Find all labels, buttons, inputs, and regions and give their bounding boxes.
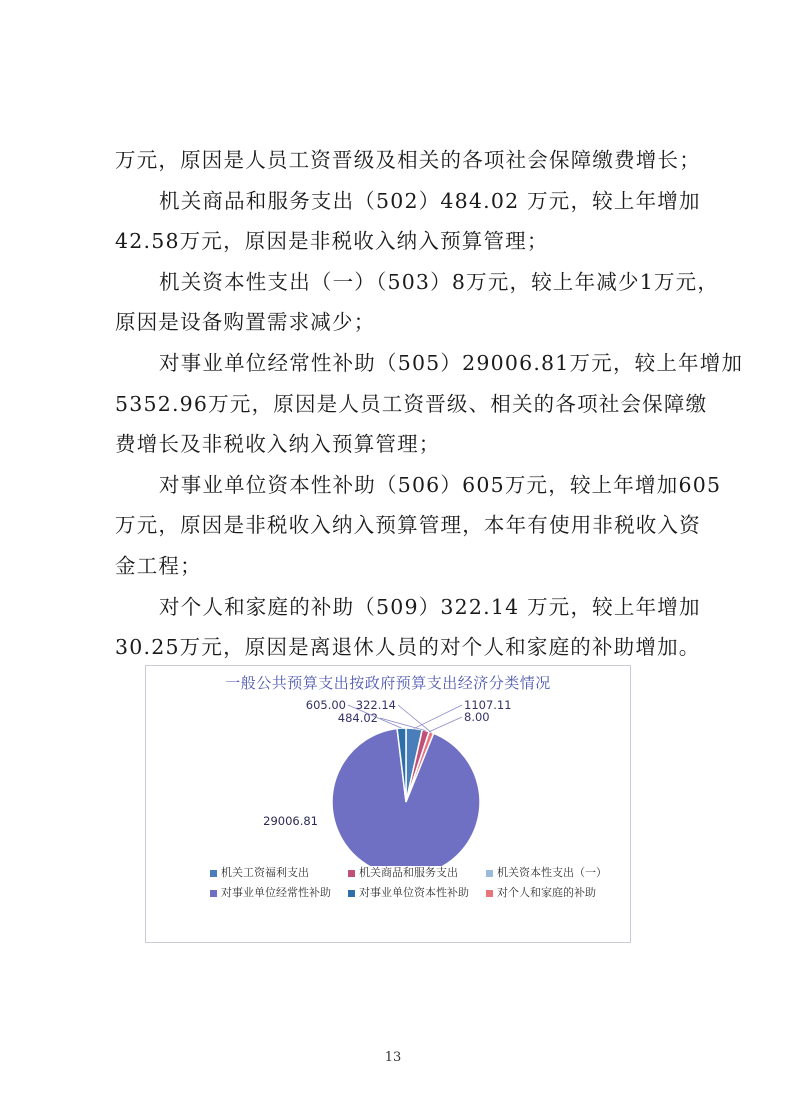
legend-swatch — [486, 890, 493, 897]
text-line: 对事业单位经常性补助（505）29006.81万元，较上年增加 — [159, 350, 744, 375]
data-label: 322.14 — [355, 698, 396, 712]
legend-label: 对事业单位经常性补助 — [221, 886, 331, 899]
text-line: 5352.96万元，原因是人员工资晋级、相关的各项社会保障缴 — [115, 391, 708, 416]
pie-chart-panel — [145, 665, 631, 943]
text-line: 金工程； — [115, 553, 202, 578]
legend-item — [486, 884, 596, 900]
legend-item — [486, 864, 607, 880]
text-line: 30.25万元，原因是离退休人员的对个人和家庭的补助增加。 — [115, 635, 701, 660]
data-label: 1107.11 — [464, 698, 512, 712]
text-line: 机关资本性支出（一）（503）8万元，较上年减少1万元， — [159, 269, 720, 294]
pie-chart — [146, 666, 630, 866]
page-number: 13 — [384, 1050, 402, 1065]
legend-swatch — [348, 890, 355, 897]
legend-label: 对个人和家庭的补助 — [497, 886, 596, 899]
text-line: 原因是设备购置需求减少； — [115, 310, 376, 335]
legend-label: 机关工资福利支出 — [221, 866, 309, 879]
text-line: 费增长及非税收入纳入预算管理； — [115, 432, 441, 457]
text-line: 万元，原因是非税收入纳入预算管理，本年有使用非税收入资 — [115, 513, 701, 538]
text-line: 机关商品和服务支出（502）484.02 万元，较上年增加 — [159, 188, 701, 213]
legend-item — [348, 884, 469, 900]
legend-swatch — [210, 870, 217, 877]
text-line: 对事业单位资本性补助（506）605万元，较上年增加605 — [159, 472, 722, 497]
legend-label: 对事业单位资本性补助 — [359, 886, 469, 899]
text-line: 42.58万元，原因是非税收入纳入预算管理； — [115, 229, 549, 254]
text-line: 对个人和家庭的补助（509）322.14 万元，较上年增加 — [159, 594, 701, 619]
text-line: 万元，原因是人员工资晋级及相关的各项社会保障缴费增长； — [115, 148, 701, 172]
leader-line — [429, 717, 462, 732]
legend-swatch — [486, 870, 493, 877]
data-label: 29006.81 — [263, 814, 318, 828]
legend-item — [348, 864, 458, 880]
legend-item — [210, 864, 309, 880]
leader-line — [414, 705, 462, 728]
body-text — [115, 140, 744, 668]
data-label: 605.00 — [305, 698, 346, 712]
data-label: 484.02 — [337, 711, 378, 725]
data-label: 8.00 — [464, 710, 490, 724]
legend-swatch — [210, 890, 217, 897]
chart-title: 一般公共预算支出按政府预算支出经济分类情况 — [225, 674, 551, 692]
legend-swatch — [348, 870, 355, 877]
legend-item — [210, 884, 331, 900]
legend-label: 机关资本性支出（一） — [497, 866, 607, 879]
legend-label: 机关商品和服务支出 — [359, 866, 458, 879]
